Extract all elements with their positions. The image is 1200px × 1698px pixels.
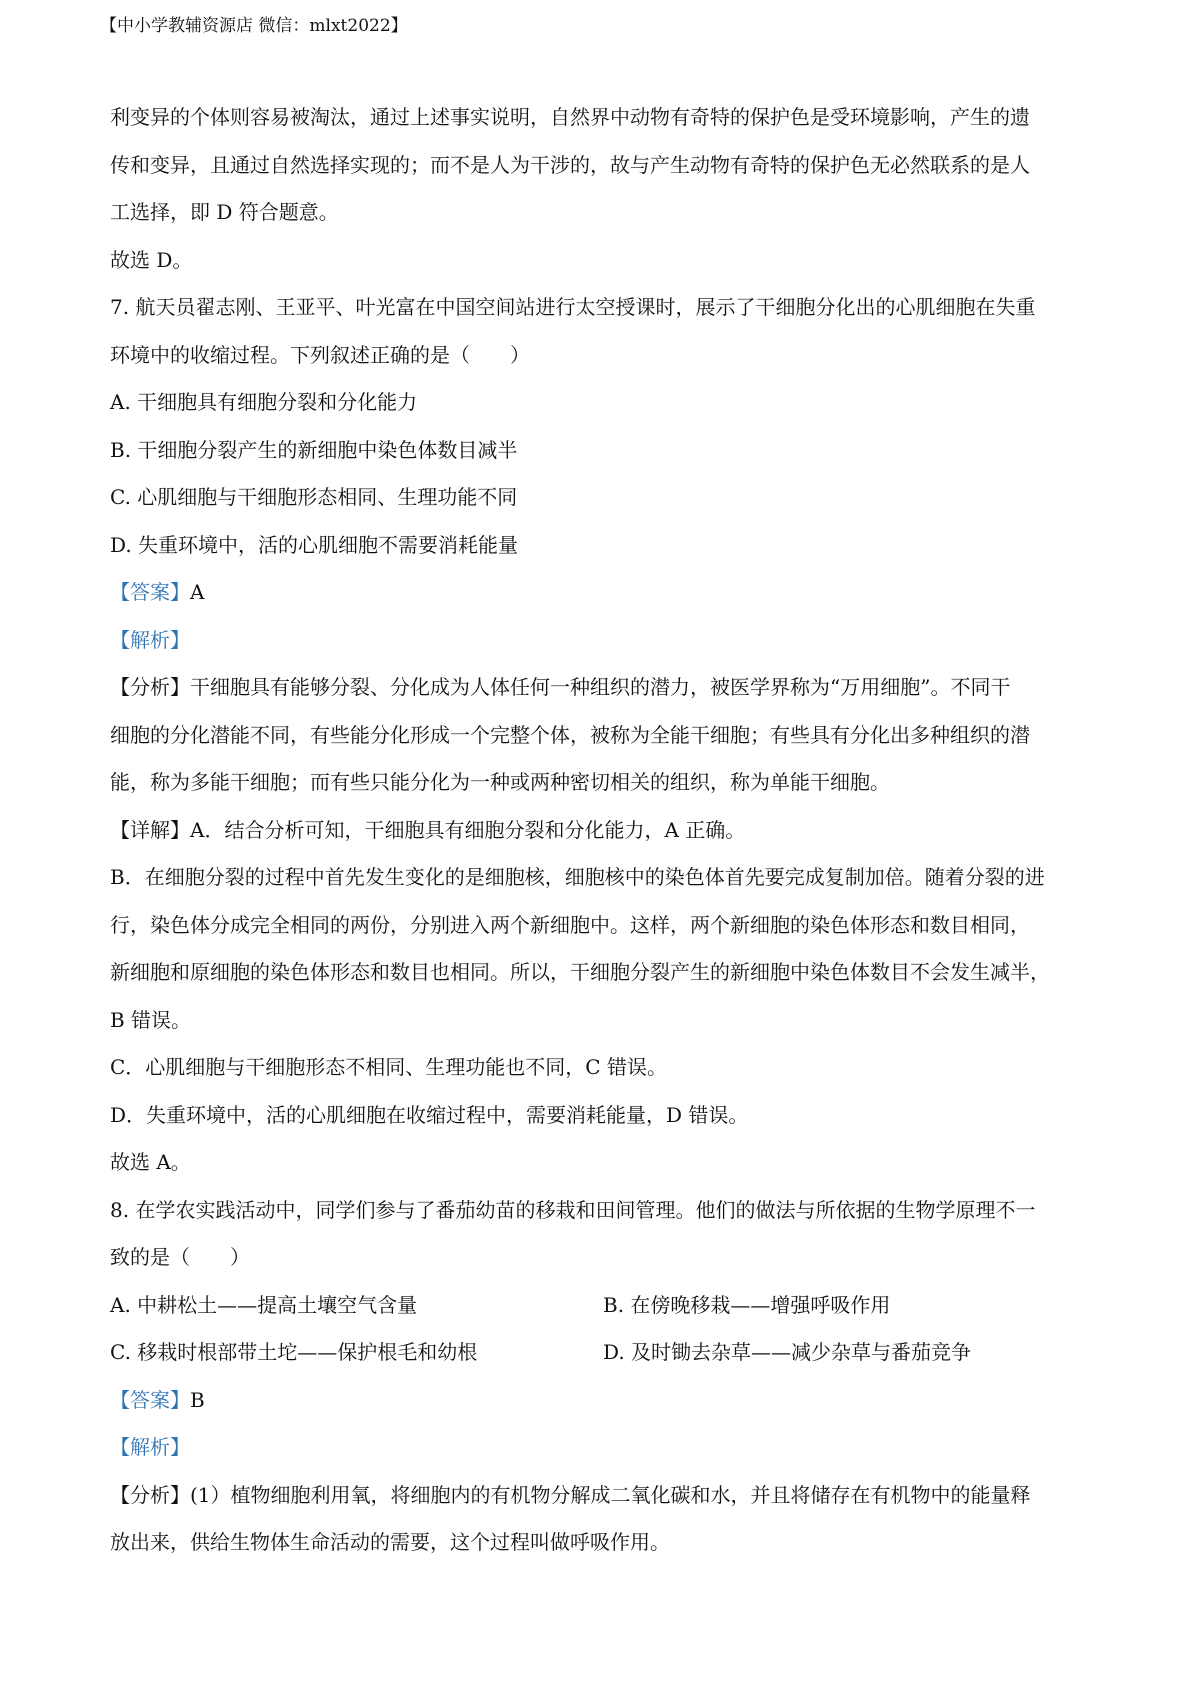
question-stem: 环境中的收缩过程。下列叙述正确的是（ ）: [110, 342, 530, 367]
analysis-line: C．心肌细胞与干细胞形态不相同、生理功能也不同，C 错误。: [110, 1055, 667, 1079]
text-line: 工选择，即 D 符合题意。: [110, 200, 339, 224]
answer-line: [110, 1377, 1100, 1425]
answer-line: [110, 569, 1100, 617]
analysis-line: B．在细胞分裂的过程中首先发生变化的是细胞核，细胞核中的染色体首先要完成复制加倍。随着分裂的进: [110, 865, 1045, 889]
previous-question-ending: [110, 94, 1100, 284]
question-stem: 8. 在学农实践活动中，同学们参与了番茄幼苗的移栽和田间管理。他们的做法与所依据的生物学原理不一: [110, 1197, 1036, 1222]
analysis-line: 【分析】干细胞具有能够分裂、分化成为人体任何一种组织的潜力，被医学界称为“万用细胞”。不同干: [110, 675, 1011, 699]
option-c: C. 移栽时根部带土坨——保护根毛和幼根: [110, 1340, 478, 1364]
option-d: D. 失重环境中，活的心肌细胞不需要消耗能量: [110, 532, 519, 557]
options-row: [110, 1282, 1100, 1330]
text-line: 故选 D。: [110, 247, 193, 272]
question-7: [110, 284, 1100, 1187]
answer-tag: 【答案】: [110, 580, 190, 604]
option-a: A. 中耕松土——提高土壤空气含量: [110, 1292, 418, 1317]
question-8: [110, 1187, 1100, 1567]
analysis-line: D．失重环境中，活的心肌细胞在收缩过程中，需要消耗能量，D 错误。: [110, 1102, 749, 1127]
options-row: [110, 1329, 1100, 1377]
analysis-tag: 【解析】: [110, 627, 190, 652]
analysis-line: 细胞的分化潜能不同，有些能分化形成一个完整个体，被称为全能干细胞；有些具有分化出多种组织的潜: [110, 722, 1030, 747]
analysis-line: 【分析】(1）植物细胞利用氧，将细胞内的有机物分解成二氧化碳和水，并且将储存在有机物中的能量释: [110, 1482, 1031, 1507]
analysis-line: 能，称为多能干细胞；而有些只能分化为一种或两种密切相关的组织，称为单能干细胞。: [110, 770, 890, 794]
watermark-header: 【中小学教辅资源店 微信：mlxt2022】: [100, 16, 408, 36]
question-stem: 7. 航天员翟志刚、王亚平、叶光富在中国空间站进行太空授课时，展示了干细胞分化出的心肌细胞在失重: [110, 295, 1036, 319]
option-c: C. 心肌细胞与干细胞形态相同、生理功能不同: [110, 485, 518, 509]
answer-tag: 【答案】: [110, 1387, 190, 1412]
document-body: [110, 94, 1100, 1567]
option-b: B. 在傍晚移栽——增强呼吸作用: [603, 1292, 891, 1317]
analysis-line: 新细胞和原细胞的染色体形态和数目也相同。所以，干细胞分裂产生的新细胞中染色体数目不会发生减半，: [110, 960, 1050, 984]
analysis-line: 故选 A。: [110, 1150, 191, 1174]
text-line: 传和变异，且通过自然选择实现的；而不是人为干涉的，故与产生动物有奇特的保护色无必然联系的是人: [110, 152, 1030, 177]
analysis-line: 【详解】A．结合分析可知，干细胞具有细胞分裂和分化能力，A 正确。: [110, 817, 746, 842]
analysis-line: B 错误。: [110, 1007, 192, 1032]
option-a: A. 干细胞具有细胞分裂和分化能力: [110, 390, 418, 414]
question-stem: 致的是（ ）: [110, 1245, 250, 1269]
answer-value: B: [190, 1387, 205, 1412]
answer-value: A: [190, 580, 205, 604]
analysis-line: 放出来，供给生物体生命活动的需要，这个过程叫做呼吸作用。: [110, 1530, 670, 1554]
option-d: D. 及时锄去杂草——减少杂草与番茄竞争: [603, 1340, 972, 1364]
option-b: B. 干细胞分裂产生的新细胞中染色体数目减半: [110, 437, 518, 462]
analysis-tag: 【解析】: [110, 1435, 190, 1459]
text-line: 利变异的个体则容易被淘汰，通过上述事实说明，自然界中动物有奇特的保护色是受环境影响，产生的遗: [110, 105, 1030, 129]
analysis-line: 行，染色体分成完全相同的两份，分别进入两个新细胞中。这样，两个新细胞的染色体形态和数目相同，: [110, 912, 1030, 937]
